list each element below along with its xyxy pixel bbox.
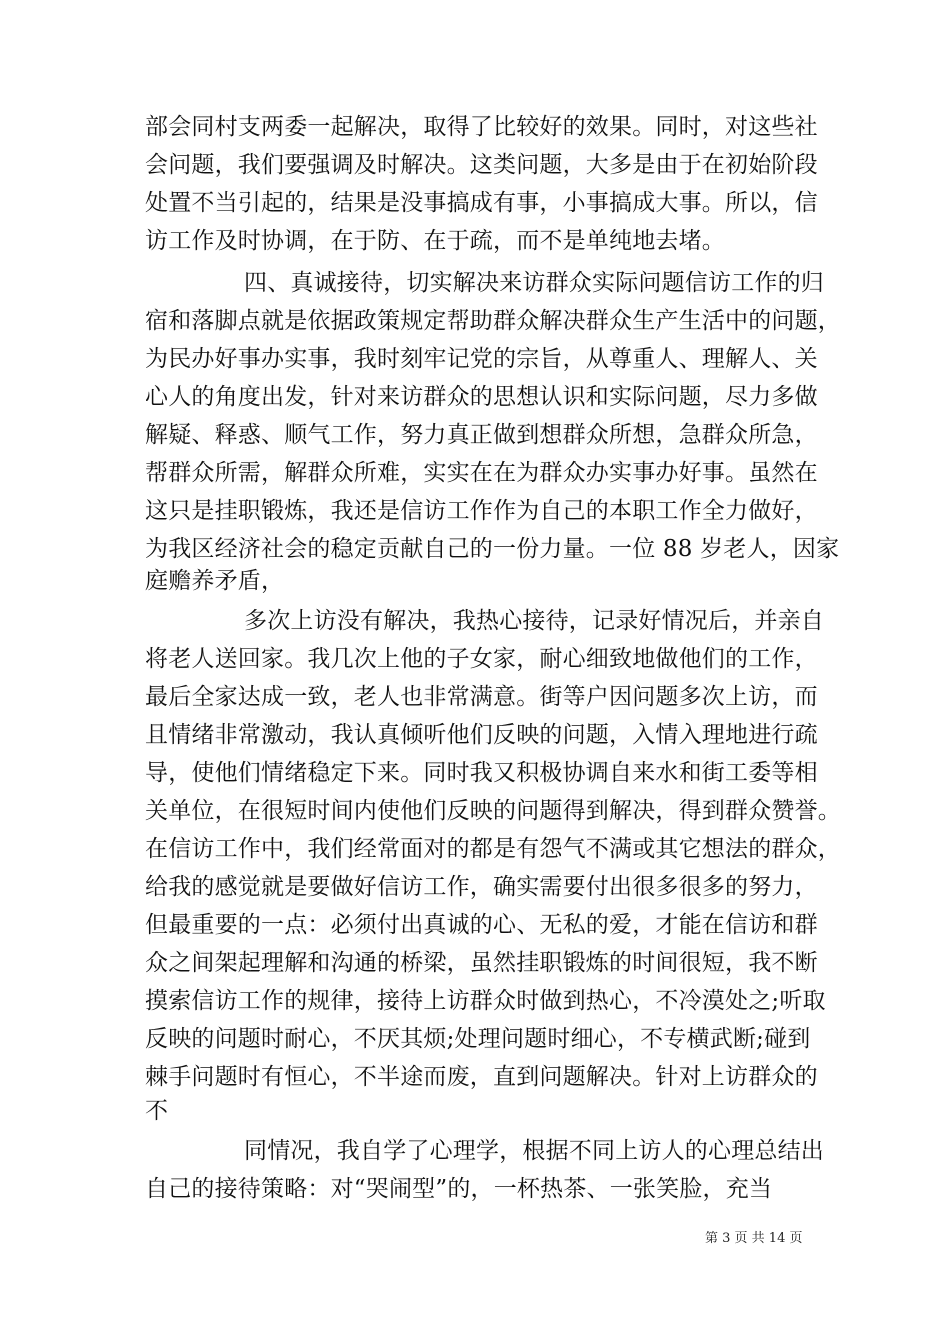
text-line: 自己的接待策略：对“哭闹型”的，一杯热茶、一张笑脸，充当 [145,1176,773,1202]
page-number: 第 3 页 共 14 页 [705,1231,803,1246]
text-line: 为我区经济社会的稳定贡献自己的一份力量。一位 88 岁老人，因家 [145,536,840,562]
text-line: 不 [145,1098,169,1124]
text-line: 为民办好事办实事，我时刻牢记党的宗旨，从尊重人、理解人、关 [145,346,818,372]
text-line: 且情绪非常激动，我认真倾听他们反映的问题，入情入理地进行疏 [145,722,818,748]
text-line: 处置不当引起的，结果是没事搞成有事，小事搞成大事。所以，信 [145,190,818,216]
text-line: 众之间架起理解和沟通的桥梁，虽然挂职锻炼的时间很短，我不断 [145,950,818,976]
text-line: 会问题，我们要强调及时解决。这类问题，大多是由于在初始阶段 [145,152,818,178]
text-line: 访工作及时协调，在于防、在于疏，而不是单纯地去堵。 [145,228,725,254]
text-line: 多次上访没有解决，我热心接待，记录好情况后，并亲自 [244,608,824,634]
text-line: 关单位，在很短时间内使他们反映的问题得到解决，得到群众赞誉。 [145,798,841,824]
text-line: 但最重要的一点：必须付出真诚的心、无私的爱，才能在信访和群 [145,912,818,938]
text-line: 导，使他们情绪稳定下来。同时我又积极协调自来水和街工委等相 [145,760,818,786]
text-line: 四、真诚接待，切实解决来访群众实际问题信访工作的归 [244,270,824,296]
text-line: 反映的问题时耐心，不厌其烦;处理问题时细心，不专横武断;碰到 [145,1026,811,1052]
text-line: 帮群众所需，解群众所难，实实在在为群众办实事办好事。虽然在 [145,460,818,486]
text-line: 这只是挂职锻炼，我还是信访工作作为自己的本职工作全力做好， [145,498,818,524]
text-line: 将老人送回家。我几次上他的子女家，耐心细致地做他们的工作， [145,646,818,672]
text-line: 在信访工作中，我们经常面对的都是有怨气不满或其它想法的群众， [145,836,841,862]
text-line: 给我的感觉就是要做好信访工作，确实需要付出很多很多的努力， [145,874,818,900]
text-line: 棘手问题时有恒心，不半途而废，直到问题解决。针对上访群众的 [145,1064,818,1090]
text-line: 摸索信访工作的规律，接待上访群众时做到热心，不冷漠处之;听取 [145,988,826,1014]
text-line: 同情况，我自学了心理学，根据不同上访人的心理总结出 [244,1138,824,1164]
text-line: 部会同村支两委一起解决，取得了比较好的效果。同时，对这些社 [145,114,818,140]
text-line: 最后全家达成一致，老人也非常满意。街等户因问题多次上访，而 [145,684,818,710]
text-line: 解疑、释惑、顺气工作，努力真正做到想群众所想，急群众所急， [145,422,818,448]
text-line: 宿和落脚点就是依据政策规定帮助群众解决群众生产生活中的问题， [145,308,841,334]
text-line: 庭赡养矛盾， [145,568,285,594]
text-line: 心人的角度出发，针对来访群众的思想认识和实际问题，尽力多做 [145,384,818,410]
